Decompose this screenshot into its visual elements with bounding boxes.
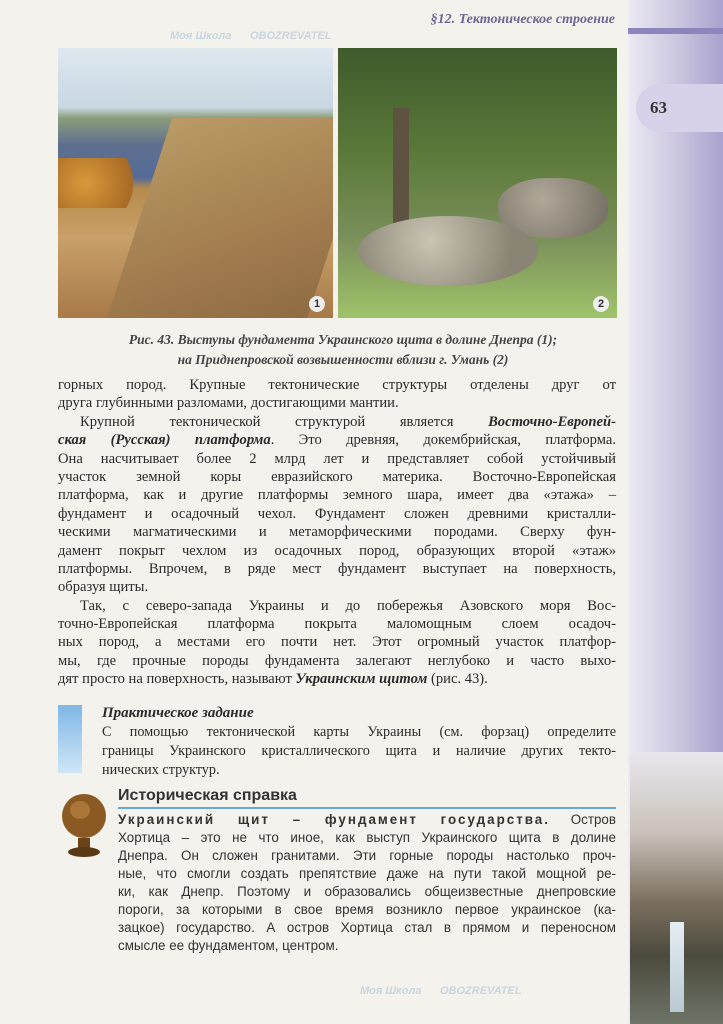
text: Остров	[549, 812, 616, 827]
text: фундамент и осадочный чехол. Фундамент сложен древними кристалли-	[58, 505, 616, 522]
globe-icon	[58, 790, 110, 860]
key-term: Восточно-Европей-	[488, 413, 616, 430]
text: друга глубинными разломами, достигающими мантии.	[58, 395, 399, 412]
body-line	[58, 633, 616, 651]
text: Крупной тектонической структурой является	[80, 413, 489, 430]
caption-line: на Приднепровской возвышенности вблизи г. Умань (2)	[177, 352, 509, 367]
task-line: С помощью тектонической карты Украины (см. форзац) определите	[102, 724, 616, 740]
watermark: Моя Школа	[170, 30, 232, 42]
text: Так, с северо-запада Украины и до побережья Азовского моря Вос-	[80, 597, 616, 614]
body-line	[58, 615, 616, 633]
body-line	[58, 560, 616, 578]
body-line	[58, 450, 616, 468]
watermark: Моя Школа	[360, 985, 422, 997]
note-line: смысле ее фундаментом, центром.	[118, 938, 339, 953]
running-title: §12. Тектоническое строение	[430, 12, 615, 27]
text: горных пород. Крупные тектонические структуры отделены друг от	[58, 377, 616, 393]
body-line	[58, 652, 616, 670]
watermark: OBOZREVATEL	[440, 985, 522, 997]
waterfall-photo	[630, 752, 723, 1024]
text: . Это древняя, докембрийская, платформа.	[270, 432, 616, 449]
task-line: нических структур.	[102, 762, 220, 778]
body-line	[58, 523, 616, 541]
text: ческими магматическими и метаморфическими породами. Сверху фун-	[58, 524, 616, 541]
text: образуя щиты.	[58, 579, 149, 596]
text: точно-Европейская платформа покрыта маломощным слоем осадоч-	[58, 616, 616, 633]
photo-dnieper-valley	[58, 48, 333, 318]
text: мы, где прочные породы фундамента залегают неглубоко и часто выхо-	[58, 652, 616, 669]
body-text	[58, 376, 616, 689]
body-line	[58, 670, 616, 688]
waterfall	[670, 922, 684, 1012]
photo-label: 2	[593, 296, 609, 312]
photo-label: 1	[309, 296, 325, 312]
autumn-trees	[58, 158, 148, 208]
body-line	[58, 597, 616, 615]
body-line	[58, 431, 616, 449]
body-line	[58, 376, 616, 394]
text: дамент покрыт чехлом из осадочных пород, образующих второй «этаж»	[58, 542, 616, 559]
text: платформа, как и другие платформы земного шара, имеет два «этажа» –	[58, 487, 616, 504]
key-term: ская (Русская) платформа	[58, 432, 271, 449]
caption-line: Рис. 43. Выступы фундамента Украинского щита в долине Днепра (1);	[128, 332, 558, 347]
body-line	[58, 468, 616, 486]
text: Она насчитывает более 2 млрд лет и представляет собой устойчивый	[58, 450, 616, 467]
body-line	[58, 486, 616, 504]
figure-caption	[58, 330, 628, 370]
tree-trunk	[393, 108, 409, 238]
task-line: границы Украинского кристаллического щита и наличие других текто-	[102, 743, 616, 759]
practical-task	[102, 703, 616, 780]
text: ных пород, а местами его почти нет. Этот огромный участок платфор-	[58, 634, 616, 651]
historical-note-title: Историческая справка	[118, 786, 616, 809]
boulder	[358, 216, 538, 286]
text: платформы. Впрочем, в ряде мест фундамент выступает на поверхность,	[58, 560, 616, 577]
note-line: ные, что смогли создать препятствие даже на пути такой мощной ре-	[118, 866, 616, 881]
text: (рис. 43).	[427, 671, 488, 688]
page-number: 63	[636, 84, 723, 132]
body-line	[58, 394, 616, 412]
note-line: ки, как Днепр. Поэтому и образовались общеизвестные днепровские	[118, 884, 616, 899]
note-line: пороги, за которыми в свое время возникло первое украинское (ка-	[118, 902, 616, 917]
note-line: зацкое) государство. А остров Хортица стал в прямом и переносном	[118, 920, 616, 935]
historical-note	[118, 786, 616, 955]
body-line	[58, 578, 616, 596]
practical-task-title: Практическое задание	[102, 705, 254, 721]
text: дят просто на поверхность, называют	[58, 671, 296, 688]
note-line: Днепра. Он сложен гранитами. Эти горные породы настолько проч-	[118, 848, 616, 863]
key-term: Украинским щитом	[295, 671, 428, 688]
body-line	[58, 505, 616, 523]
note-line: Хортица – это не что иное, как выступ Украинского щита в долине	[118, 830, 616, 845]
body-line	[58, 542, 616, 560]
watermark: OBOZREVATEL	[250, 30, 332, 42]
task-marker	[58, 705, 82, 773]
historical-note-lead: Украинский щит – фундамент государства.	[118, 812, 550, 827]
photo-uman-boulders	[338, 48, 617, 318]
page-edge-rule	[628, 28, 723, 34]
body-line	[58, 413, 616, 431]
rock-outcrop	[104, 118, 333, 318]
text: участок земной коры евразийского материка. Восточно-Европейская	[58, 468, 616, 485]
